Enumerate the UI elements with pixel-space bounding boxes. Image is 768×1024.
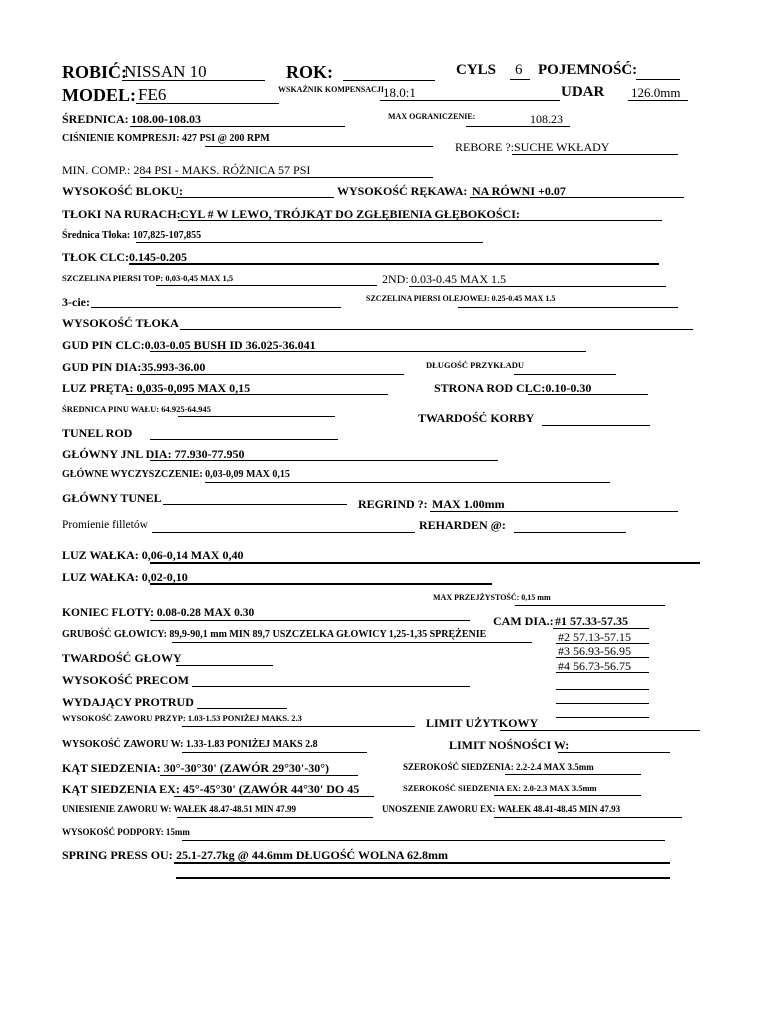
cam-dia-2: #2 57.13-57.15 xyxy=(558,630,631,644)
bore-value: 108.00-108.03 xyxy=(131,112,201,126)
min-comp: MIN. COMP.: 284 PSI - MAKS. RÓŻNICA 57 PSI xyxy=(62,163,311,177)
seat-width-ex-underline xyxy=(494,795,641,796)
piston-clc-label: TŁOK CLC: xyxy=(62,250,130,264)
valve-lift-ex: UNOSZENIE ZAWORU EX: WAŁEK 48.41-48.45 MIN 47.93 xyxy=(382,804,621,814)
end-float-underline xyxy=(150,620,470,621)
shaft-clearance-1-underline xyxy=(150,562,700,564)
seat-width-ex: SZEROKOŚĆ SIEDZENIA EX: 2.0-2.3 MAX 3.5mm xyxy=(403,783,597,793)
head-hardness-field xyxy=(176,665,273,666)
min-comp-underline xyxy=(140,177,433,178)
fillet-radius-field xyxy=(152,532,415,533)
precom-height: WYSOKOŚĆ PRECOM xyxy=(62,673,190,687)
displacement-label: POJEMNOŚĆ: xyxy=(538,62,638,78)
piston-height: WYSOKOŚĆ TŁOKA xyxy=(62,316,179,330)
rod-tunnel-field xyxy=(150,439,338,440)
third-ring-label: 3-cie: xyxy=(62,295,90,309)
rod-side-clc: STRONA ROD CLC:0.10-0.30 xyxy=(434,381,592,395)
gud-pin-dia: GUD PIN DIA:35.993-36.00 xyxy=(62,360,206,374)
load-limit: LIMIT NOŚNOŚCI W: xyxy=(449,738,570,752)
rod-clearance-underline xyxy=(126,394,388,395)
sample-length-field xyxy=(514,374,616,375)
bore-underline xyxy=(130,126,345,127)
make-value: NISSAN 10 xyxy=(124,62,207,81)
year-label: ROK: xyxy=(286,62,333,82)
top-ring-gap: SZCZELINA PIERSI TOP: 0,03-0,45 MAX 1,5 xyxy=(62,273,234,283)
crank-pin-dia: ŚREDNICA PINU WAŁU: 64.925-64.945 xyxy=(62,404,211,414)
shaft-clearance-2-underline xyxy=(150,583,492,585)
cyls-label: CYLS xyxy=(456,62,497,78)
valve-lift-ex-underline xyxy=(494,817,682,818)
rebore-underline xyxy=(512,154,678,155)
head-hardness: TWARDOŚĆ GŁOWY xyxy=(62,651,182,665)
cam-dia-7-field xyxy=(556,717,649,718)
sleeve-height-label: WYSOKOŚĆ RĘKAWA: xyxy=(337,184,468,198)
regrind-underline xyxy=(430,511,678,512)
rebore-label: REBORE ?: xyxy=(455,140,514,154)
rebore-value: SUCHE WKŁADY xyxy=(514,140,610,154)
compression-underline xyxy=(205,146,433,147)
top-ring-underline xyxy=(156,285,377,286)
oil-ring-underline xyxy=(458,307,678,308)
block-height-label: WYSOKOŚĆ BLOKU: xyxy=(62,184,184,198)
regrind-label: REGRIND ?: xyxy=(358,497,428,511)
cam-dia-3: #3 56.93-56.95 xyxy=(558,644,631,658)
cam-dia-label: CAM DIA.: xyxy=(493,614,554,628)
cam-dia-5-field xyxy=(556,689,649,690)
crank-pin-dia-underline xyxy=(178,416,335,417)
shaft-clearance-1: LUZ WAŁKA: 0,06-0,14 MAX 0,40 xyxy=(62,548,244,562)
precom-height-field xyxy=(192,686,470,687)
max-limit-label: MAX OGRANICZENIE: xyxy=(388,112,476,121)
crank-hardness: TWARDOŚĆ KORBY xyxy=(418,411,535,425)
load-limit-field xyxy=(558,752,670,753)
compression-ratio-underline xyxy=(380,100,560,101)
second-ring-label: 2ND: xyxy=(382,272,409,286)
seat-angle-in: KĄT SIEDZENIA: 30°-30°30' (ZAWÓR 29°30'-30°) xyxy=(62,761,329,775)
seat-angle-ex: KĄT SIEDZENIA EX: 45°-45°30' (ZAWÓR 44°30' DO 45 xyxy=(62,782,360,796)
crank-hardness-field xyxy=(542,425,650,426)
cam-dia-6-field xyxy=(556,703,649,704)
rod-tunnel: TUNEL ROD xyxy=(62,426,133,440)
protrude-field xyxy=(197,708,287,709)
valve-height-in-underline xyxy=(182,726,415,727)
cam-dia-4: #4 56.73-56.75 xyxy=(558,659,631,673)
pistons-underline xyxy=(178,220,662,221)
compression-ratio-value: 18.0:1 xyxy=(383,85,416,100)
cam-dia-4-underline xyxy=(556,672,649,673)
support-height-underline xyxy=(182,840,665,841)
gud-pin-clc: GUD PIN CLC:0.03-0.05 BUSH ID 36.025-36.041 xyxy=(62,338,316,352)
valve-height-ex: WYSOKOŚĆ ZAWORU W: 1.33-1.83 PONIŻEJ MAKS 2.8 xyxy=(62,739,318,750)
reharden: REHARDEN @: xyxy=(419,518,506,532)
make-underline xyxy=(122,80,265,81)
third-ring-field xyxy=(91,307,341,308)
make-label: ROBIĆ: xyxy=(62,62,128,82)
seat-angle-ex-underline xyxy=(174,796,374,797)
piston-height-field xyxy=(180,329,693,330)
oil-ring-gap: SZCZELINA PIERSI OLEJOWEJ: 0.25-0.45 MAX 1.5 xyxy=(366,294,556,303)
cam-dia-3-underline xyxy=(556,657,649,658)
end-float: KONIEC FLOTY: 0.08-0.28 MAX 0.30 xyxy=(62,607,255,619)
stroke-underline xyxy=(628,100,688,101)
usage-limit-field xyxy=(500,730,700,731)
max-limit-value: 108.23 xyxy=(530,112,563,126)
shaft-clearance-2: LUZ WAŁKA: 0,02-0,10 xyxy=(62,570,188,584)
cam-dia-1-underline xyxy=(553,628,649,629)
piston-clc-underline xyxy=(129,263,659,265)
second-ring-underline xyxy=(409,286,666,287)
gud-pin-dia-underline xyxy=(140,374,404,375)
head-thickness-underline xyxy=(172,642,532,643)
model-label: MODEL: xyxy=(62,85,136,105)
fillet-radius: Promienie filletów xyxy=(62,519,148,531)
displacement-field xyxy=(636,79,680,80)
main-tunnel: GŁÓWNY TUNEL xyxy=(62,491,162,505)
piston-diameter-underline xyxy=(136,242,483,243)
support-height: WYSOKOŚĆ PODPORY: 15mm xyxy=(62,827,190,837)
sleeve-height-underline xyxy=(470,197,684,198)
compression-ratio-label: WSKAŹNIK KOMPENSACJI xyxy=(278,85,385,94)
block-height-field xyxy=(176,197,334,198)
sample-length: DŁUGOŚĆ PRZYKŁADU xyxy=(426,360,524,370)
second-ring-value: 0.03-0.45 MAX 1.5 xyxy=(411,272,506,286)
rod-side-clc-underline xyxy=(528,394,648,395)
pistons-label: TŁOKI NA RURACH: xyxy=(62,207,181,221)
main-tunnel-field xyxy=(163,504,347,505)
rod-clearance: LUZ PRĘTA: 0,035-0,095 MAX 0,15 xyxy=(62,381,251,395)
max-limit-underline xyxy=(466,126,570,127)
protrude: WYDAJĄCY PROTRUD xyxy=(62,695,194,709)
max-runout: MAX PRZEJŻYSTOŚĆ: 0,15 mm xyxy=(433,593,551,602)
year-field xyxy=(343,80,435,81)
seat-width-in-underline xyxy=(505,774,641,775)
main-jnl-dia: GŁÓWNY JNL DIA: 77.930-77.950 xyxy=(62,447,245,461)
seat-angle-in-underline xyxy=(160,775,358,776)
seat-width-in: SZEROKOŚĆ SIEDZENIA: 2.2-2.4 MAX 3.5mm xyxy=(403,762,594,772)
spring-press-value: 25.1-27.7kg @ 44.6mm DŁUGOŚĆ WOLNA 62.8mm xyxy=(176,848,448,862)
main-clearance-underline xyxy=(205,482,610,483)
spring-press-extra-line xyxy=(176,877,670,879)
model-value: FE6 xyxy=(138,85,167,104)
compression-pressure: CIŚNIENIE KOMPRESJI: 427 PSI @ 200 RPM xyxy=(62,133,270,144)
model-underline xyxy=(136,103,279,104)
piston-clc-value: 0.145-0.205 xyxy=(129,250,187,264)
spring-press-underline xyxy=(174,862,670,864)
reharden-field xyxy=(514,532,626,533)
regrind-value: MAX 1.00mm xyxy=(432,497,505,511)
valve-height-ex-underline xyxy=(182,752,367,753)
max-runout-underline xyxy=(515,605,665,606)
sleeve-height-value: NA RÓWNI +0.07 xyxy=(472,184,566,198)
piston-diameter: Średnica Tłoka: 107,825-107,855 xyxy=(62,230,202,241)
cyls-value: 6 xyxy=(515,62,523,78)
cam-dia-1: #1 57.33-57.35 xyxy=(555,614,628,628)
main-clearance: GŁÓWNE WYCZYSZCZENIE: 0,03-0,09 MAX 0,15 xyxy=(62,469,290,480)
bore-label: ŚREDNICA: xyxy=(62,112,129,126)
main-jnl-dia-underline xyxy=(150,460,498,461)
usage-limit: LIMIT UŻYTKOWY xyxy=(426,716,539,730)
stroke-label: UDAR xyxy=(561,84,605,100)
gud-pin-clc-underline xyxy=(150,351,586,352)
head-thickness: GRUBOŚĆ GŁOWICY: 89,9-90,1 mm MIN 89,7 USZCZELKA GŁOWICY 1,25-1,35 SPRĘŻENIE xyxy=(62,629,487,640)
valve-lift-in-underline xyxy=(177,817,373,818)
valve-lift-in: UNIESIENIE ZAWORU W: WAŁEK 48.47-48.51 MIN 47.99 xyxy=(62,804,296,814)
stroke-value: 126.0mm xyxy=(631,85,681,100)
pistons-value: CYL # W LEWO, TRÓJKĄT DO ZGŁĘBIENIA GŁĘBOKOŚCI: xyxy=(180,207,520,221)
valve-height-in: WYSOKOŚĆ ZAWORU PRZYP: 1.03-1.53 PONIŻEJ MAKS. 2.3 xyxy=(62,713,302,723)
cyls-underline xyxy=(510,79,530,80)
spring-press-label: SPRING PRESS OU: xyxy=(62,848,173,862)
